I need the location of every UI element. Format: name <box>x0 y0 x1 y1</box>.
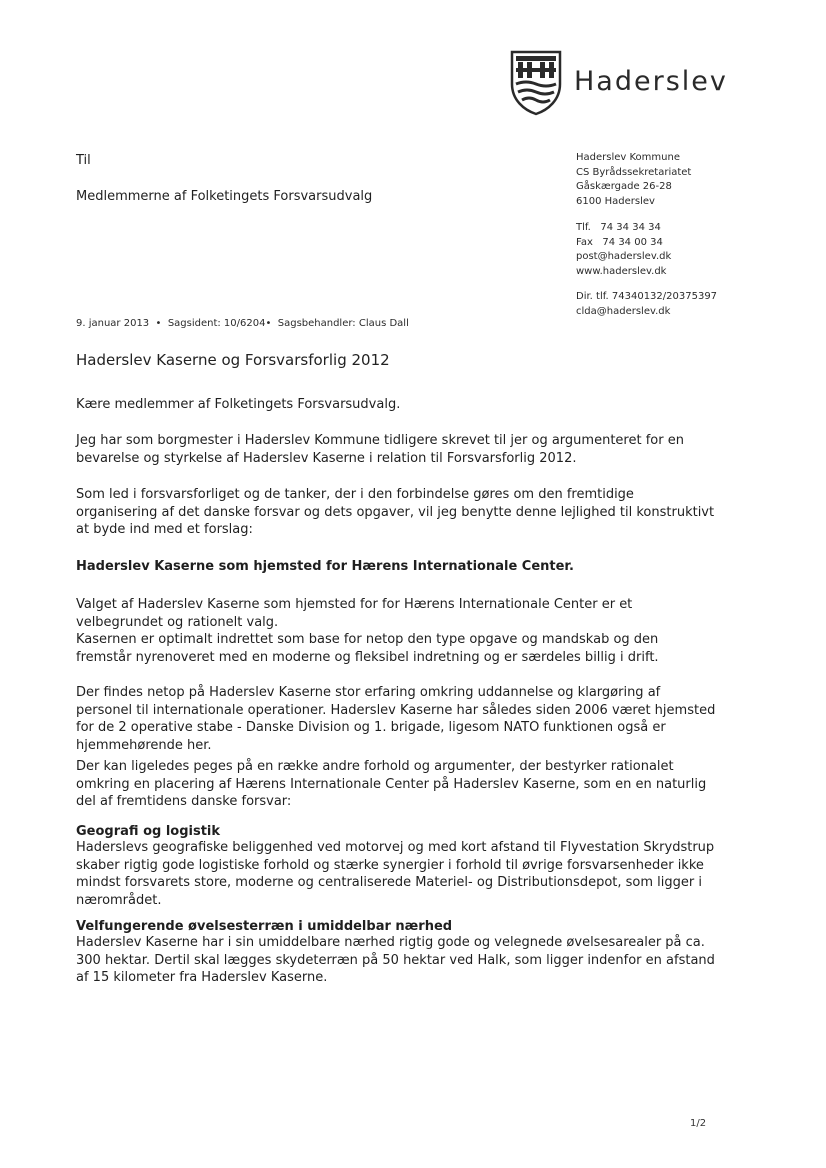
case-officer: Sagsbehandler: Claus Dall <box>277 318 409 329</box>
recipient-name: Medlemmerne af Folketingets Forsvarsudvalg <box>76 189 373 204</box>
subheading-geografi: Geografi og logistik <box>76 824 221 839</box>
letter-date: 9. januar 2013 <box>76 318 150 329</box>
sender-address <box>576 151 691 209</box>
paragraph-3b: Kasernen er optimalt indrettet som base for netop den type opgave og mandskab og den fremstår nyrenoveret med en moderne og fleksibel indretning og er særdeles billig i drift. <box>76 632 659 665</box>
sender-email[interactable]: post@haderslev.dk <box>576 251 672 262</box>
bullet-separator: • <box>152 318 165 329</box>
sender-line: Gåskærgade 26-28 <box>576 181 672 192</box>
letter-title: Haderslev Kaserne og Forsvarsforlig 2012 <box>76 351 390 369</box>
sender-line: CS Byrådssekretariatet <box>576 166 692 178</box>
subheading-oevelsesterraen: Velfungerende øvelsesterræn i umiddelbar nærhed <box>76 919 453 934</box>
haderslev-logo <box>510 50 750 120</box>
sender-direct <box>576 290 717 319</box>
logo-wordmark: Haderslev <box>574 66 728 97</box>
recipient-to-label: Til <box>76 153 91 168</box>
sender-line: Haderslev Kommune <box>576 152 680 163</box>
sender-line: 6100 Haderslev <box>576 195 655 207</box>
paragraph-4: Der findes netop på Haderslev Kaserne stor erfaring omkring uddannelse og klargøring af personel til internationale operationer. Haderslev Kaserne har således siden 2006 været hjemsted for de 2 operative stabe - Danske Division og 1. brigade, ligesom NATO funktionen også er hjemmehørende her. <box>76 685 716 753</box>
paragraph-geografi: Haderslevs geografiske beliggenhed ved motorvej og med kort afstand til Flyvestation Skrydstrup skaber rigtig gode logistiske forhold og stærke synergier i forhold til øvrige forsvarsenheder ikke mindst forsvarets store, moderne og centraliserede Materiel- og Distributionsdepot, som ligger i nærområdet. <box>76 840 715 908</box>
bullet-separator: • <box>265 318 275 329</box>
sender-fax: Fax 74 34 00 34 <box>576 236 663 248</box>
section-heading: Haderslev Kaserne som hjemsted for Hærens Internationale Center. <box>76 559 574 574</box>
direct-phone: Dir. tlf. 74340132/20375397 <box>576 291 718 302</box>
case-meta <box>76 317 409 332</box>
sender-contact <box>576 221 671 279</box>
greeting: Kære medlemmer af Folketingets Forsvarsudvalg. <box>76 397 401 412</box>
personal-email[interactable]: clda@haderslev.dk <box>576 305 671 317</box>
sender-website[interactable]: www.haderslev.dk <box>576 265 667 277</box>
case-id: Sagsident: 10/6204 <box>167 318 266 329</box>
paragraph-oevelsesterraen: Haderslev Kaserne har i sin umiddelbare nærhed rigtig gode og velegnede øvelsesarealer på ca. 300 hektar. Dertil skal lægges skydeterræn på 50 hektar ved Halk, som ligger indenfor en afstand af 15 kilometer fra Haderslev Kaserne. <box>76 935 715 985</box>
paragraph-3 <box>76 596 716 666</box>
coat-of-arms-icon <box>510 50 562 116</box>
sender-phone: Tlf. 74 34 34 34 <box>576 222 661 233</box>
page-number: 1/2 <box>690 1118 707 1129</box>
paragraph-3a: Valget af Haderslev Kaserne som hjemsted for for Hærens Internationale Center er et velbegrundet og rationelt valg. <box>76 597 633 630</box>
paragraph-1: Jeg har som borgmester i Haderslev Kommune tidligere skrevet til jer og argumenteret for en bevarelse og styrkelse af Haderslev Kaserne i relation til Forsvarsforlig 2012. <box>76 433 684 466</box>
paragraph-5: Der kan ligeledes peges på en række andre forhold og argumenter, der bestyrker rationalet omkring en placering af Hærens Internationale Center på Haderslev Kaserne, som en en naturlig del af fremtidens danske forsvar: <box>76 759 707 809</box>
paragraph-2: Som led i forsvarsforliget og de tanker, der i den forbindelse gøres om den fremtidige organisering af det danske forsvar og dets opgaver, vil jeg benytte denne lejlighed til konstruktivt at byde ind med et forslag: <box>76 487 715 537</box>
